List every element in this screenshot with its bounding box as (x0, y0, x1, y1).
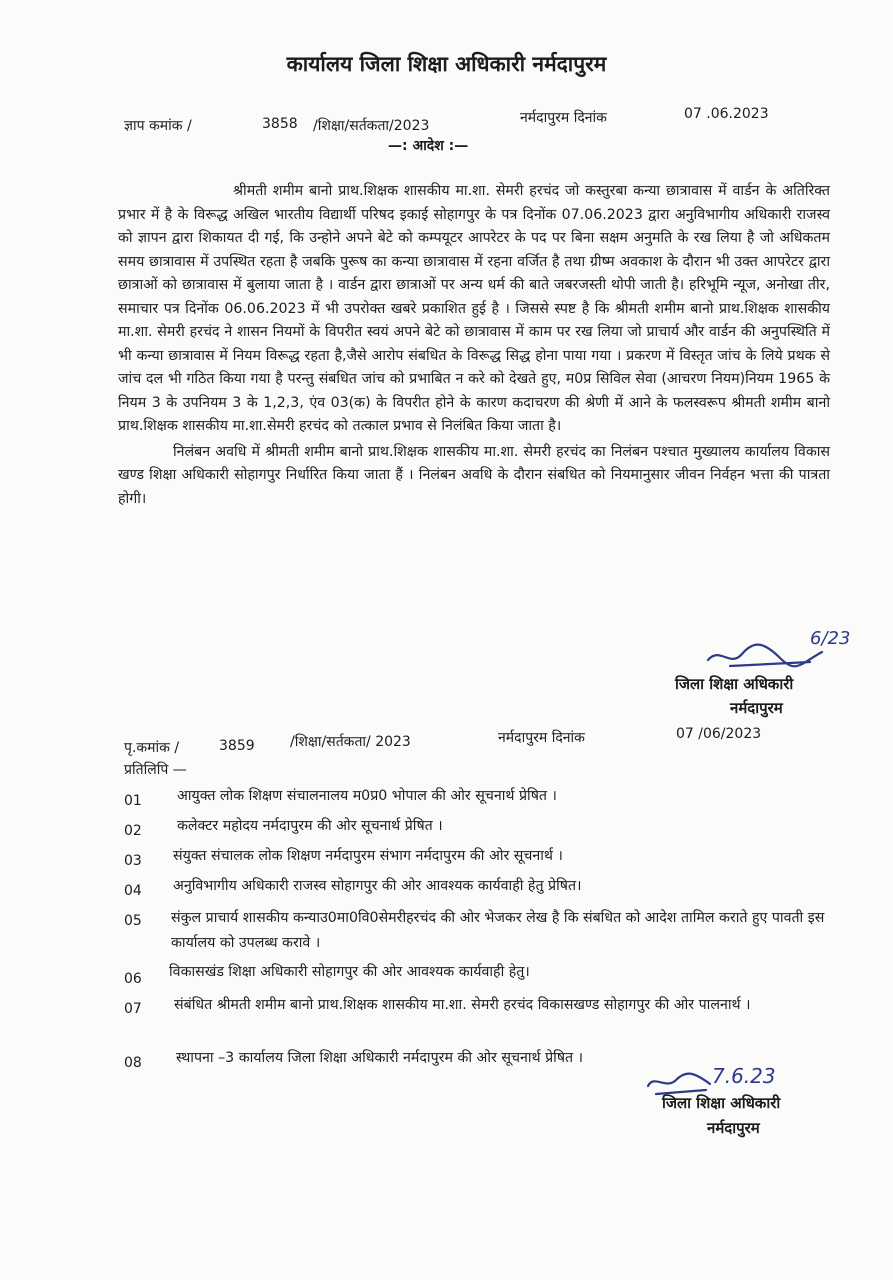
signature-1-place: नर्मदापुरम (730, 699, 783, 717)
office-title: कार्यालय जिला शिक्षा अधिकारी नर्मदापुरम (286, 52, 607, 76)
place-date-label: नर्मदापुरम दिनांक (520, 110, 607, 126)
copy-item-text: संयुक्त संचालक लोक शिक्षण नर्मदापुरम संभाग नर्मदापुरम की ओर सूचनार्थ । (173, 848, 563, 864)
order-date: 07 .06.2023 (684, 106, 769, 122)
ref-path: /शिक्षा/सर्तकता/2023 (313, 118, 430, 134)
copy-item-text: आयुक्त लोक शिक्षण संचालनालय म0प्र0 भोपाल की ओर सूचनार्थ प्रेषित । (177, 788, 557, 804)
copy-item-number: 04 (124, 883, 142, 899)
order-body (118, 180, 830, 511)
signature-1-title: जिला शिक्षा अधिकारी (675, 675, 794, 693)
copy-item-text: कलेक्टर महोदय नर्मदापुरम की ओर सूचनार्थ प्रेषित । (177, 818, 443, 834)
copy-ref-path: /शिक्षा/सर्तकता/ 2023 (290, 734, 411, 750)
copy-item-number: 08 (124, 1055, 142, 1071)
copy-date: 07 /06/2023 (676, 726, 762, 742)
ref-label: ज्ञाप कमांक / (124, 118, 192, 134)
copy-item-number: 03 (124, 853, 142, 869)
handwritten-date-1: 6/23 (810, 628, 851, 649)
copy-item-number: 05 (124, 913, 142, 929)
copy-ref-label: पृ.कमांक / (124, 740, 180, 756)
copy-place-date-label: नर्मदापुरम दिनांक (498, 730, 585, 746)
copy-item-text: स्थापना –3 कार्यालय जिला शिक्षा अधिकारी नर्मदापुरम की ओर सूचनार्थ प्रेषित । (176, 1050, 584, 1066)
copy-item-number: 02 (124, 823, 142, 839)
signature-2-place: नर्मदापुरम (707, 1119, 760, 1137)
copy-item-text: संबंधित श्रीमती शमीम बानो प्राथ.शिक्षक शासकीय मा.शा. सेमरी हरचंद विकासखण्ड सोहागपुर की ओर पालनार्थ । (174, 997, 751, 1013)
order-paragraph-1: श्रीमती शमीम बानो प्राथ.शिक्षक शासकीय मा.शा. सेमरी हरचंद जो कस्तुरबा कन्या छात्रावास में वार्डन के अतिरिक्त प्रभार में है के विरूद्ध अखिल भारतीय विद्यार्थी परिषद इकाई सोहागपुर के पत्र दिनोंक 07.06.2023 द्वारा अनुविभागीय अधिकारी राजस्व को ज्ञापन द्वारा शिकायत दी गई, कि उन्होने अपने बेटे को कम्पयूटर आपरेटर के पद पर बिना सक्षम अनुमति के रख लिया है जो अधिकतम समय छात्रावास में उपस्थित रहता है जबकि पुरूष का कन्या छात्रावास में रहना वर्जित है तथा ग्रीष्म अवकाश के दौरान भी उक्त आपरेटर द्वारा छात्राओं को छात्रावास में बुलाया जाता है । वार्डन द्वारा छात्राओं पर अन्य धर्म की बाते जबरजस्ती थोपी जाती है। हरिभूमि न्यूज, अनोखा तीर, समाचार पत्र दिनोंक 06.06.2023 में भी उपरोक्त खबरे प्रकाशित हुई है । जिससे स्पष्ट है कि श्रीमती शमीम बानो प्राथ.शिक्षक शासकीय मा.शा. सेमरी हरचंद ने शासन नियमों के विपरीत स्वयं अपने बेटे को छात्रावास में काम पर रख लिया जो प्राचार्य और वार्डन की अनुपस्थिति में भी कन्या छात्रावास में नियम विरूद्ध रहता है,जैसे आरोप संबधित के विरूद्ध सिद्ध होना पाया गया । प्रकरण में विस्तृत जांच के लिये प्रथक से जांच दल भी गठित किया गया है परन्तु संबधित जांच को प्रभाबित न करे को देखते हुए, म0प्र सिविल सेवा (आचरण नियम)नियम 1965 के नियम 3 के उपनियम 3 के 1,2,3, एंव 03(क) के विपरीत होने के कारण कदाचरण की श्रेणी में आने के फलस्वरूप श्रीमती शमीम बानो प्राथ.शिक्षक शासकीय मा.शा.सेमरी हरचंद को तत्काल प्रभाव से निलंबित किया जाता है। (118, 183, 830, 434)
copy-label: प्रतिलिपि — (124, 762, 187, 778)
copy-item-text: संकुल प्राचार्य शासकीय कन्याउ0मा0वि0सेमरीहरचंद की ओर भेजकर लेख है कि संबधित को आदेश तामिल कराते हुए पावती इस कार्यालय को उपलब्ध करावे । (171, 910, 825, 951)
copy-item-number: 01 (124, 793, 142, 809)
signature-2-title: जिला शिक्षा अधिकारी (662, 1094, 781, 1112)
order-heading: —: आदेश :— (388, 138, 469, 154)
copy-item-text: अनुविभागीय अधिकारी राजस्व सोहागपुर की ओर आवश्यक कार्यवाही हेतु प्रेषित। (173, 878, 582, 894)
handwritten-date-2: 7.6.23 (712, 1064, 776, 1088)
copy-item-number: 06 (124, 971, 142, 987)
copy-item-number: 07 (124, 1001, 142, 1017)
ref-number: 3858 (262, 116, 298, 132)
copy-item-text: विकासखंड शिक्षा अधिकारी सोहागपुर की ओर आवश्यक कार्यवाही हेतु। (169, 964, 530, 980)
order-paragraph-2: निलंबन अवधि में श्रीमती शमीम बानो प्राथ.शिक्षक शासकीय मा.शा. सेमरी हरचंद का निलंबन पश्चात मुख्यालय कार्यालय विकास खण्ड शिक्षा अधिकारी सोहागपुर निर्धारित किया जाता हैं । निलंबन अवधि के दौरान संबधित को नियमानुसार जीवन निर्वहन भत्ता की पात्रता होगी। (118, 443, 830, 507)
copy-ref-number: 3859 (219, 738, 255, 754)
